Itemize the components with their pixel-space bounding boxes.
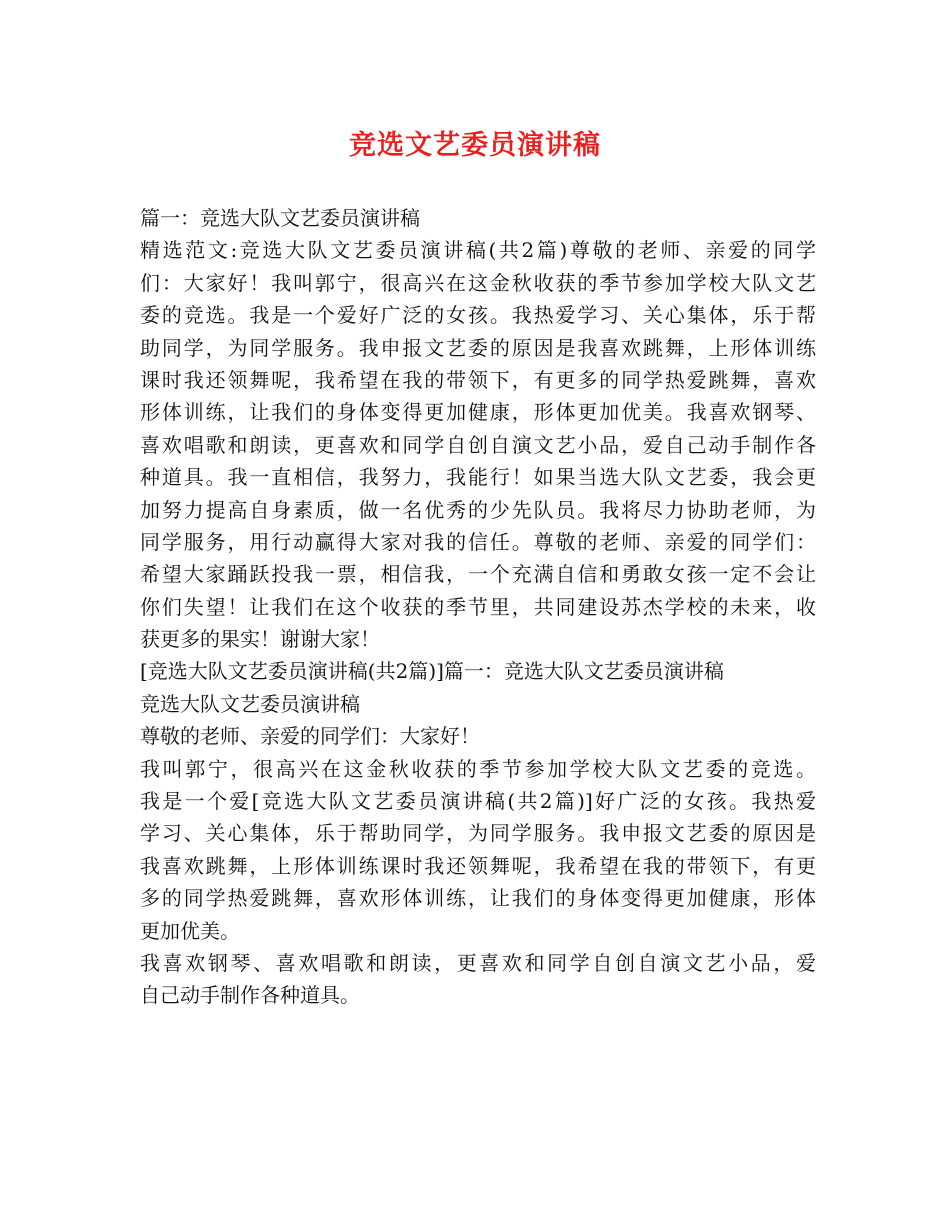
paragraph-line: 获更多的果实！谢谢大家！ xyxy=(140,627,380,652)
paragraph-line: 种道具。我一直相信，我努力，我能行！如果当选大队文艺委，我会更 xyxy=(140,465,816,490)
paragraph-line: 助同学，为同学服务。我申报文艺委的原因是我喜欢跳舞，上形体训练 xyxy=(140,335,816,360)
paragraph-line: 尊敬的老师、亲爱的同学们：大家好！ xyxy=(140,724,480,749)
paragraph-line: 精选范文:竞选大队文艺委员演讲稿(共2篇)尊敬的老师、亲爱的同学 xyxy=(140,238,816,263)
paragraph-line: 同学服务，用行动赢得大家对我的信任。尊敬的老师、亲爱的同学们： xyxy=(140,529,816,554)
paragraph-line: 竞选大队文艺委员演讲稿 xyxy=(140,691,360,716)
paragraph-line: 委的竞选。我是一个爱好广泛的女孩。我热爱学习、关心集体，乐于帮 xyxy=(140,303,816,328)
paragraph-line: 我叫郭宁，很高兴在这金秋收获的季节参加学校大队文艺委的竞选。 xyxy=(140,756,816,781)
paragraph-line: 自己动手制作各种道具。 xyxy=(140,983,360,1008)
paragraph-line: 我喜欢钢琴、喜欢唱歌和朗读，更喜欢和同学自创自演文艺小品，爱 xyxy=(140,950,816,975)
paragraph-line: 更加优美。 xyxy=(140,918,240,943)
paragraph-line: 加努力提高自身素质，做一名优秀的少先队员。我将尽力协助老师，为 xyxy=(140,497,816,522)
section-heading: 篇一：竞选大队文艺委员演讲稿 xyxy=(140,206,420,230)
paragraph-line: 我是一个爱[竞选大队文艺委员演讲稿(共2篇)]好广泛的女孩。我热爱 xyxy=(140,789,816,814)
paragraph-line: 你们失望！让我们在这个收获的季节里，共同建设苏杰学校的未来，收 xyxy=(140,594,816,619)
paragraph-line: [竞选大队文艺委员演讲稿(共2篇)]篇一：竞选大队文艺委员演讲稿 xyxy=(140,659,724,684)
paragraph-line: 们：大家好！我叫郭宁，很高兴在这金秋收获的季节参加学校大队文艺 xyxy=(140,270,816,295)
paragraph-line: 希望大家踊跃投我一票，相信我，一个充满自信和勇敢女孩一定不会让 xyxy=(140,562,816,587)
paragraph-line: 我喜欢跳舞，上形体训练课时我还领舞呢，我希望在我的带领下，有更 xyxy=(140,853,816,878)
document-title: 竞选文艺委员演讲稿 xyxy=(349,130,601,161)
document-body xyxy=(140,202,816,1012)
paragraph-line: 形体训练，让我们的身体变得更加健康，形体更加优美。我喜欢钢琴、 xyxy=(140,400,816,425)
paragraph-line: 学习、关心集体，乐于帮助同学，为同学服务。我申报文艺委的原因是 xyxy=(140,821,816,846)
paragraph-line: 多的同学热爱跳舞，喜欢形体训练，让我们的身体变得更加健康，形体 xyxy=(140,886,816,911)
paragraph-line: 课时我还领舞呢，我希望在我的带领下，有更多的同学热爱跳舞，喜欢 xyxy=(140,367,816,392)
paragraph-line: 喜欢唱歌和朗读，更喜欢和同学自创自演文艺小品，爱自己动手制作各 xyxy=(140,432,816,457)
